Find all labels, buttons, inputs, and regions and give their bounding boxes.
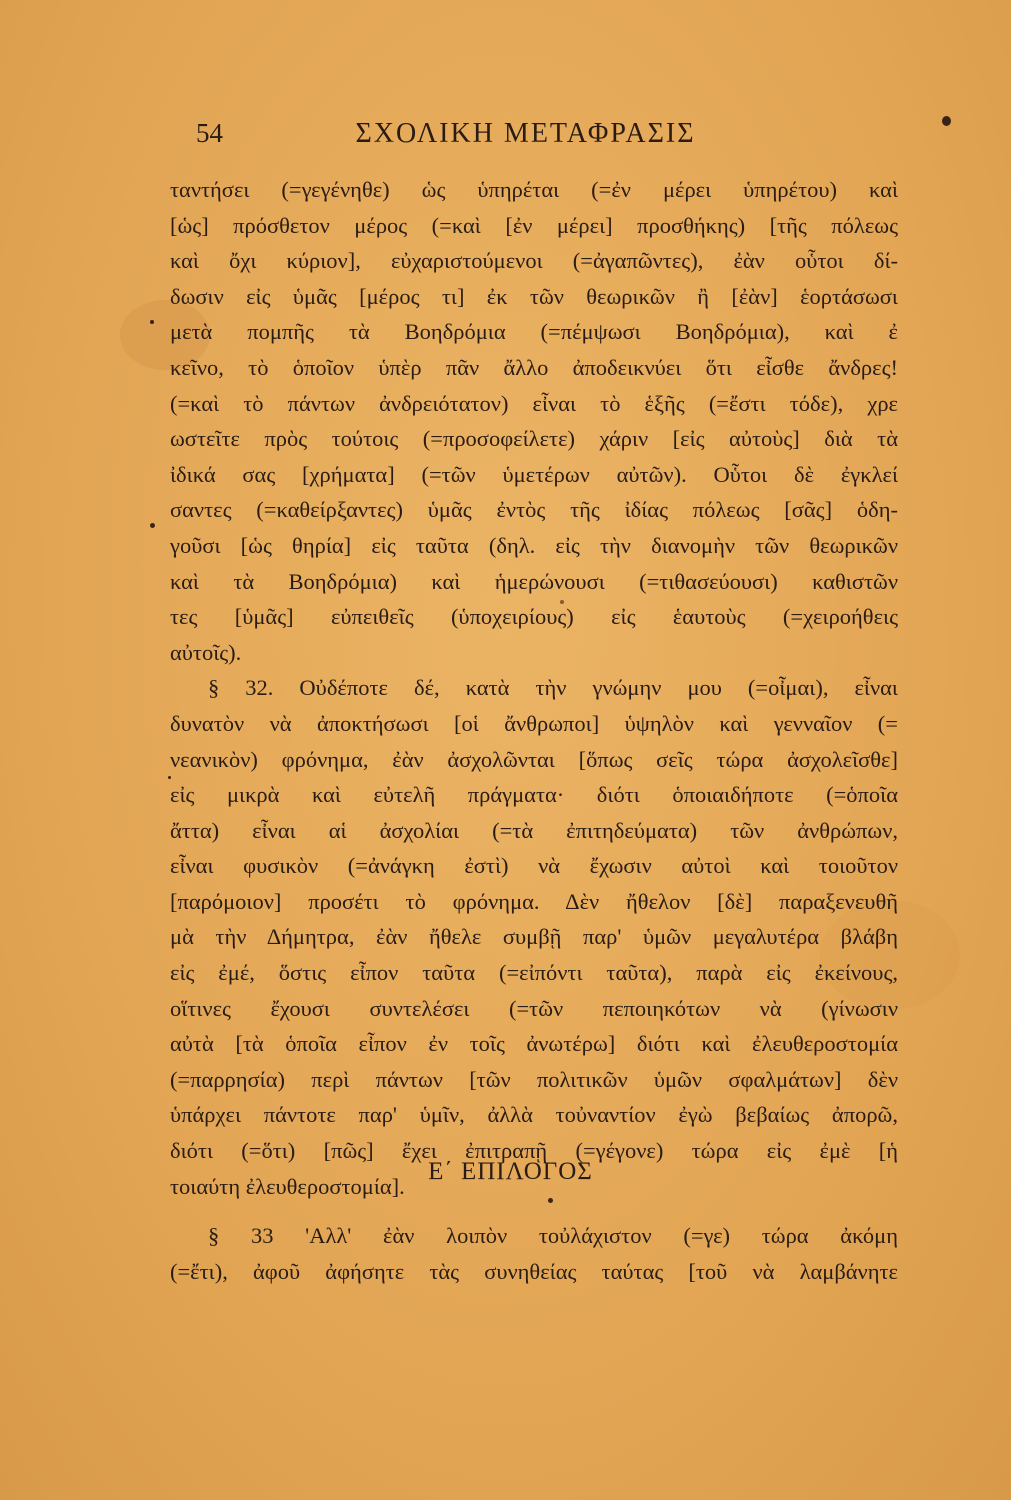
text-line: κεῖνο, τὸ ὁποῖον ὑπὲρ πᾶν ἄλλο ἀποδεικνύει ὅτι εἶσθε ἄνδρες! — [170, 354, 898, 380]
text-line: ὑπάρχει πάντοτε παρ' ὑμῖν, ἀλλὰ τοὐναντίον ἐγὼ βεβαίως ἀπορῶ, — [170, 1102, 898, 1128]
text-line: (=ἔτι), ἀφοῦ ἀφήσητε τὰς συνηθείας ταύτας [τοῦ νὰ λαμβάνητε — [170, 1258, 898, 1284]
text-line: αὐτοῖς). — [170, 639, 242, 665]
text-line: αὐτὰ [τὰ ὁποῖα εἶπον ἐν τοῖς ἀνωτέρω] διότι καὶ ἐλευθεροστομία — [170, 1031, 898, 1057]
text-line: καὶ τὰ Βοηδρόμια) καὶ ἡμερώνουσι (=τιθασεύουσι) καθιστῶν — [170, 568, 898, 594]
text-line: γοῦσι [ὡς θηρία] εἰς ταῦτα (δηλ. εἰς τὴν διανομὴν τῶν θεωρικῶν — [170, 532, 898, 558]
main-text-block — [170, 172, 898, 1204]
ink-dot — [150, 523, 155, 528]
text-line: σαντες (=καθείρξαντες) ὑμᾶς ἐντὸς τῆς ἰδίας πόλεως [σᾶς] ὁδη- — [170, 497, 898, 523]
page-number: 54 — [196, 118, 223, 148]
text-line: (=καὶ τὸ πάντων ἀνδρειότατον) εἶναι τὸ ἑξῆς (=ἔστι τόδε), χρε — [170, 390, 898, 416]
paragraph-32-start: § 32. Οὐδέποτε δέ, κατὰ τὴν γνώμην μου (=οἶμαι), εἶναι — [208, 675, 898, 701]
text-line: μὰ τὴν Δήμητρα, ἐὰν ἤθελε συμβῇ παρ' ὑμῶν μεγαλυτέρα βλάβη — [170, 924, 898, 950]
text-line: ἰδικά σας [χρήματα] (=τῶν ὑμετέρων αὐτῶν). Οὗτοι δὲ ἐγκλεί — [170, 461, 898, 487]
text-line: εἰς μικρὰ καὶ εὐτελῆ πράγματα· διότι ὁποιαιδήποτε (=ὁποῖα — [170, 782, 898, 808]
text-line: μετὰ πομπῆς τὰ Βοηδρόμια (=πέμψωσι Βοηδρόμια), καὶ ἐ — [170, 319, 898, 345]
running-title: ΣΧΟΛΙΚΗ ΜΕΤΑΦΡΑΣΙΣ — [355, 118, 696, 149]
text-line: εἶναι φυσικὸν (=ἀνάγκη ἐστὶ) νὰ ἔχωσιν αὐτοὶ καὶ τοιοῦτον — [170, 853, 898, 879]
text-line: καὶ ὄχι κύριον], εὐχαριστούμενοι (=ἀγαπῶντες), ἐὰν οὗτοι δί- — [170, 248, 898, 274]
section-heading: Ε΄ ΕΠΙΛΟΓΟΣ — [428, 1158, 593, 1185]
text-line: (=παρρησία) περὶ πάντων [τῶν πολιτικῶν ὑμῶν σφαλμάτων] δὲν — [170, 1066, 898, 1092]
text-line: νεανικὸν) φρόνημα, ἐὰν ἀσχολῶνται [ὅπως σεῖς τώρα ἀσχολεῖσθε] — [170, 746, 898, 772]
text-line: οἵτινες ἔχουσι συντελέσει (=τῶν πεποιηκότων νὰ (γίνωσιν — [170, 995, 898, 1021]
text-line: ωστεῖτε πρὸς τούτοις (=προσοφείλετε) χάριν [εἰς αὐτοὺς] διὰ τὰ — [170, 426, 898, 452]
text-line: ταντήσει (=γεγένηθε) ὡς ὑπηρέται (=ἐν μέρει ὑπηρέτου) καὶ — [170, 177, 898, 202]
text-line: [ὡς] πρόσθετον μέρος (=καὶ [ἐν μέρει] προσθήκης) [τῆς πόλεως — [170, 212, 898, 238]
text-line: τοιαύτη ἐλευθεροστομία]. — [170, 1173, 405, 1199]
paragraph-33-start: § 33 'Αλλ' ἐὰν λοιπὸν τοὐλάχιστον (=γε) τώρα ἀκόμη — [208, 1223, 898, 1248]
text-line: ἄττα) εἶναι αἱ ἀσχολίαι (=τὰ ἐπιτηδεύματα) τῶν ἀνθρώπων, — [170, 817, 898, 843]
ink-dot — [150, 320, 154, 324]
text-line: εἰς ἐμέ, ὅστις εἶπον ταῦτα (=εἰπόντι ταῦτα), παρὰ εἰς ἐκείνους, — [170, 960, 898, 986]
closing-text-block — [170, 1218, 898, 1289]
text-line: [παρόμοιον] προσέτι τὸ φρόνημα. Δὲν ἤθελον [δὲ] παραξενευθῆ — [170, 888, 898, 914]
text-line: τες [ὑμᾶς] εὐπειθεῖς (ὑποχειρίους) εἰς ἑαυτοὺς (=χειροήθεις — [170, 604, 898, 630]
text-line: δυνατὸν νὰ ἀποκτήσωσι [οἱ ἄνθρωποι] ὑψηλὸν καὶ γενναῖον (= — [170, 710, 898, 736]
text-line: δωσιν εἰς ὑμᾶς [μέρος τι] ἐκ τῶν θεωρικῶν ἢ [ἐὰν] ἑορτάσωσι — [170, 283, 898, 309]
text-line: διότι (=ὅτι) [πῶς] ἔχει ἐπιτραπῇ (=γέγονε) τώρα εἰς ἐμὲ [ἡ — [170, 1138, 898, 1164]
